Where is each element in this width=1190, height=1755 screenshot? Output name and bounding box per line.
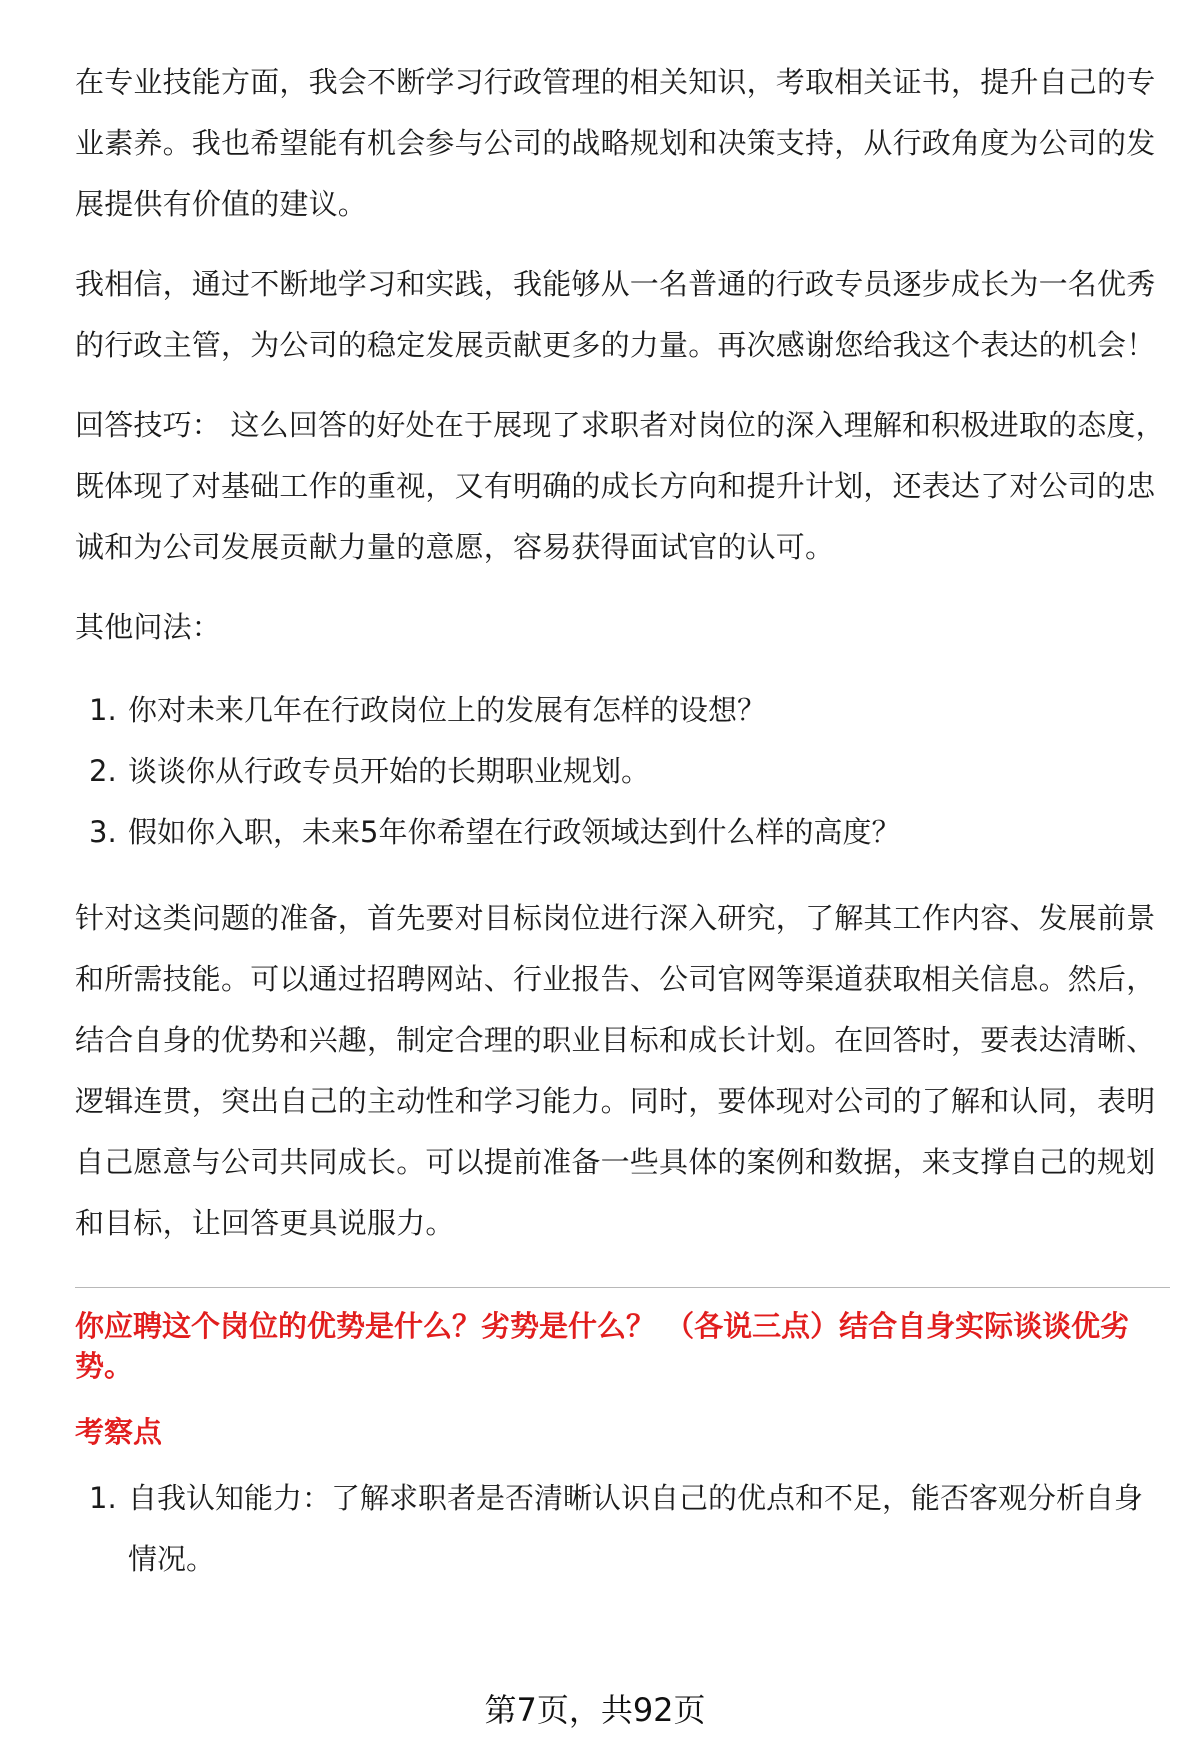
paragraph-other-asks-heading: 其他问法： [75, 610, 222, 644]
list-item-number: 3. [89, 815, 117, 849]
other-questions-list [75, 680, 1170, 863]
list-item-text: 自我认知能力：了解求职者是否清晰认识自己的优点和不足，能否客观分析自身情况。 [128, 1481, 1144, 1576]
list-item [75, 741, 1170, 802]
list-item-number: 1. [89, 1481, 117, 1515]
section-divider [75, 1287, 1170, 1288]
paragraph-belief: 我相信，通过不断地学习和实践，我能够从一名普通的行政专员逐步成长为一名优秀的行政主管，为公司的稳定发展贡献更多的力量。再次感谢您给我这个表达的机会！ [75, 267, 1156, 362]
list-item-text: 谈谈你从行政专员开始的长期职业规划。 [128, 754, 651, 788]
list-item [75, 802, 1170, 863]
subhead-examination-points: 考察点 [75, 1415, 163, 1449]
list-item [75, 680, 1170, 741]
question-heading: 你应聘这个岗位的优势是什么？劣势是什么？ （各说三点）结合自身实际谈谈优劣势。 [75, 1309, 1130, 1383]
list-item-number: 1. [89, 693, 117, 727]
paragraph-answer-tips: 回答技巧： 这么回答的好处在于展现了求职者对岗位的深入理解和积极进取的态度，既体现了对基础工作的重视，又有明确的成长方向和提升计划，还表达了对公司的忠诚和为公司发展贡献力量的意愿，容易获得面试官的认可。 [75, 408, 1165, 564]
list-item-text: 假如你入职，未来5年你希望在行政领域达到什么样的高度？ [128, 815, 901, 849]
paragraph-skills: 在专业技能方面，我会不断学习行政管理的相关知识，考取相关证书，提升自己的专业素养。我也希望能有机会参与公司的战略规划和决策支持，从行政角度为公司的发展提供有价值的建议。 [75, 65, 1156, 221]
paragraph-preparation: 针对这类问题的准备，首先要对目标岗位进行深入研究，了解其工作内容、发展前景和所需技能。可以通过招聘网站、行业报告、公司官网等渠道获取相关信息。然后，结合自身的优势和兴趣，制定合理的职业目标和成长计划。在回答时，要表达清晰、逻辑连贯，突出自己的主动性和学习能力。同时，要体现对公司的了解和认同，表明自己愿意与公司共同成长。可以提前准备一些具体的案例和数据，来支撑自己的规划和目标，让回答更具说服力。 [75, 901, 1156, 1240]
page-footer: 第7页，共92页 [484, 1691, 706, 1729]
examination-points-list [75, 1468, 1170, 1590]
list-item-text: 你对未来几年在行政岗位上的发展有怎样的设想？ [128, 693, 767, 727]
page-content [75, 52, 1170, 1590]
list-item-number: 2. [89, 754, 117, 788]
list-item [75, 1468, 1170, 1590]
